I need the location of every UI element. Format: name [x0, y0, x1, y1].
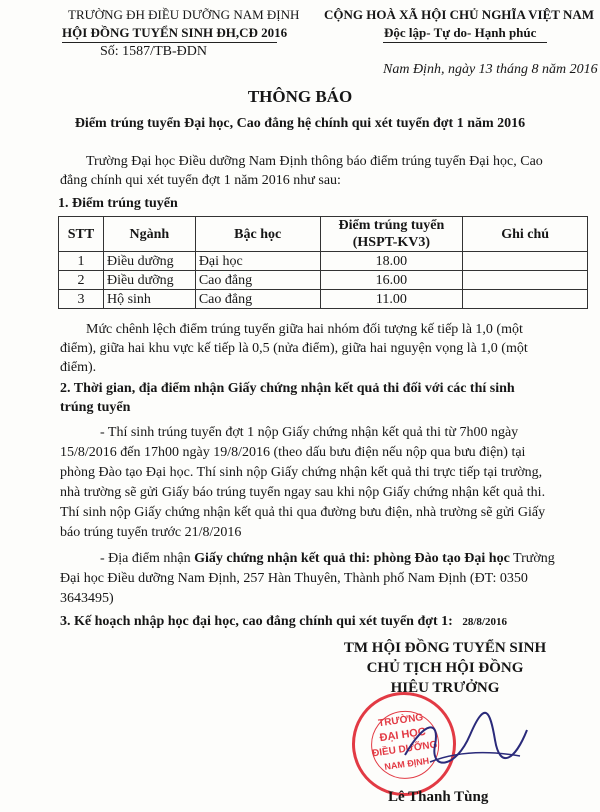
signature-line-2: CHỦ TỊCH HỘI ĐỒNG — [366, 660, 524, 676]
cell-stt: 1 — [59, 252, 104, 271]
score-header-line-2: (HSPT-KV3) — [352, 235, 431, 250]
column-header-note: Ghi chú — [463, 217, 588, 252]
location-rest: Trường — [509, 551, 555, 566]
cell-note — [463, 271, 588, 290]
column-header-stt: STT — [59, 217, 104, 252]
location-prefix: - Địa điểm nhận — [100, 551, 195, 566]
document-title: THÔNG BÁO — [247, 87, 353, 106]
procedure-line-3: phòng Đào tạo Đại học. Thí sinh nộp Giấy chứng nhận kết quả thi trực tiếp tại trường, — [60, 465, 543, 480]
motto-underline — [383, 42, 547, 43]
section-3-heading — [60, 614, 507, 630]
procedure-line-2: 15/8/2016 đến 17h00 ngày 19/8/2016 (theo dấu bưu điện nếu nộp qua bưu điện) tại — [60, 445, 526, 460]
intro-line-2: đẳng chính qui xét tuyển đợt 1 năm 2016 như sau: — [60, 173, 341, 188]
table-row — [59, 290, 588, 309]
section-2-heading-line-2: trúng tuyển — [60, 400, 131, 415]
cell-note — [463, 252, 588, 271]
intro-line-1: Trường Đại học Điều dưỡng Nam Định thông báo điểm trúng tuyển Đại học, Cao — [86, 154, 543, 169]
stamp-line-4: NAM ĐỊNH — [383, 755, 430, 772]
cell-score: 11.00 — [320, 290, 463, 309]
cell-major: Hộ sinh — [103, 290, 195, 309]
table-row — [59, 252, 588, 271]
stamp-line-1: TRƯỜNG — [377, 712, 424, 730]
cell-score: 16.00 — [320, 271, 463, 290]
document-number: Số: 1587/TB-ĐDN — [100, 44, 207, 59]
gap-note-line-1: Mức chênh lệch điểm trúng tuyển giữa hai nhóm đối tượng kế tiếp là 1,0 (một — [86, 322, 523, 337]
procedure-line-1: - Thí sinh trúng tuyển đợt 1 nộp Giấy chứng nhận kết quả thi từ 7h00 ngày — [100, 425, 519, 440]
cell-stt: 3 — [59, 290, 104, 309]
section-3-date: 28/8/2016 — [462, 616, 507, 628]
cell-score: 18.00 — [320, 252, 463, 271]
location-line-1 — [100, 551, 555, 567]
signature-line-3: HIỆU TRƯỞNG — [390, 680, 500, 696]
document-subtitle: Điểm trúng tuyển Đại học, Cao đẳng hệ chính qui xét tuyển đợt 1 năm 2016 — [74, 116, 526, 131]
gap-note-line-3: điểm). — [60, 360, 97, 375]
table-header-row — [59, 217, 588, 252]
cell-note — [463, 290, 588, 309]
council-name: HỘI ĐỒNG TUYỂN SINH ĐH,CĐ 2016 — [62, 25, 288, 40]
section-2-heading-line-1: 2. Thời gian, địa điểm nhận Giấy chứng nhận kết quả thi đối với các thí sinh — [60, 381, 515, 396]
score-header-line-1: Điểm trúng tuyển — [338, 218, 445, 233]
column-header-score — [320, 217, 463, 252]
cell-major: Điều dưỡng — [103, 271, 195, 290]
cell-major: Điều dưỡng — [103, 252, 195, 271]
council-underline — [62, 42, 277, 43]
gap-note-line-2: điểm), giữa hai khu vực kế tiếp là 0,5 (nửa điểm), giữa hai nguyện vọng là 1,0 (một — [60, 341, 528, 356]
section-1-heading: 1. Điểm trúng tuyển — [58, 196, 178, 211]
procedure-line-4: nhà trường sẽ gửi Giấy báo trúng tuyển ngay sau khi nộp Giấy chứng nhận kết quả thi. — [60, 485, 546, 500]
school-name: TRƯỜNG ĐH ĐIỀU DƯỠNG NAM ĐỊNH — [68, 7, 300, 22]
republic-name: CỘNG HOÀ XÃ HỘI CHỦ NGHĨA VIỆT NAM — [324, 7, 595, 22]
table-row — [59, 271, 588, 290]
location-line-2: Đại học Điều dưỡng Nam Định, 257 Hàn Thuyên, Thành phố Nam Định (ĐT: 0350 — [60, 571, 528, 586]
cell-level: Cao đẳng — [195, 271, 320, 290]
scores-table — [58, 216, 588, 309]
stamp-line-3: ĐIỀU DƯỠNG — [371, 739, 439, 760]
cell-level: Cao đẳng — [195, 290, 320, 309]
signer-name: Lê Thanh Tùng — [388, 789, 489, 805]
procedure-line-6: báo trúng tuyển trước 21/8/2016 — [60, 525, 242, 540]
location-bold: Giấy chứng nhận kết quả thi: phòng Đào tạo Đại học — [194, 551, 510, 566]
handwritten-signature — [395, 700, 535, 780]
stamp-line-2: ĐẠI HỌC — [378, 725, 427, 745]
cell-level: Đại học — [195, 252, 320, 271]
location-line-3: 3643495) — [60, 591, 114, 606]
column-header-major: Ngành — [103, 217, 195, 252]
national-motto: Độc lập- Tự do- Hạnh phúc — [384, 25, 537, 40]
place-date: Nam Định, ngày 13 tháng 8 năm 2016 — [383, 62, 598, 77]
section-3-text: 3. Kế hoạch nhập học đại học, cao đẳng chính qui xét tuyển đợt 1: — [60, 614, 453, 629]
column-header-level: Bậc học — [195, 217, 320, 252]
procedure-line-5: Thí sinh nộp Giấy chứng nhận kết quả thi qua đường bưu điện, nhà trường sẽ gửi Giấy — [60, 505, 546, 520]
cell-stt: 2 — [59, 271, 104, 290]
signature-line-1: TM HỘI ĐỒNG TUYỂN SINH — [343, 640, 547, 656]
